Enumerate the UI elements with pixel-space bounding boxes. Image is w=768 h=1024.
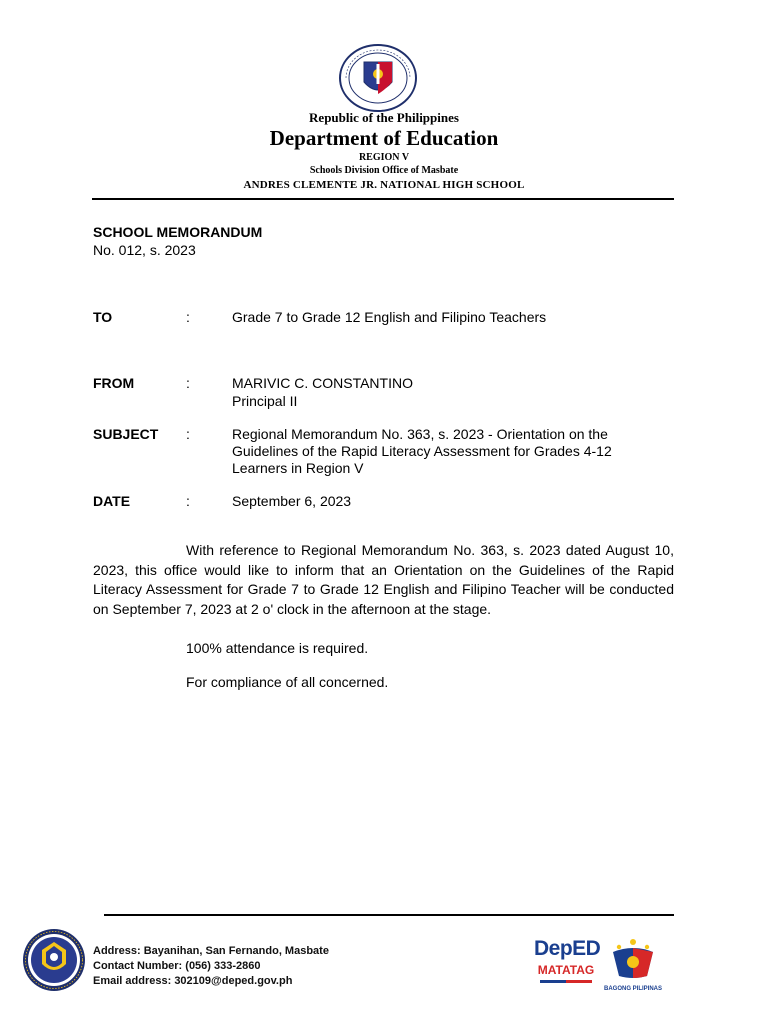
school-name: ANDRES CLEMENTE JR. NATIONAL HIGH SCHOOL	[243, 179, 525, 191]
subject-label: SUBJECT	[93, 426, 159, 442]
from-name: MARIVIC C. CONSTANTINO	[232, 375, 413, 391]
department-title: Department of Education	[269, 126, 499, 150]
deped-matatag-logo-icon	[534, 936, 601, 994]
deped-seal-icon	[338, 44, 418, 112]
date-value: September 6, 2023	[232, 493, 352, 509]
footer-address: Address: Bayanihan, San Fernando, Masbate	[93, 945, 329, 957]
to-label: TO	[93, 309, 113, 325]
subject-colon: :	[186, 426, 190, 442]
matatag-text: MATATAG	[537, 963, 595, 977]
footer-divider	[104, 914, 674, 916]
attendance-text: 100% attendance is required.	[186, 640, 369, 656]
body-paragraph: With reference to Regional Memorandum No. 363, s. 2023 dated August 10, 2023, this office would like to inform that an Orientation on the Guidelines of the Rapid Literacy Assessment for Grade 7 to Grade 12 English and Filipino Teacher will be conducted on September 7, 2023 at 2 o' clock in the afternoon at the stage.	[93, 542, 674, 617]
division-text: Schools Division Office of Masbate	[309, 165, 459, 176]
memo-title: SCHOOL MEMORANDUM	[93, 224, 263, 240]
deped-logo-text: DepED	[534, 937, 601, 960]
compliance-text: For compliance of all concerned.	[186, 674, 389, 690]
from-label: FROM	[93, 375, 135, 391]
header-divider	[92, 198, 674, 200]
from-position: Principal II	[232, 393, 298, 409]
date-label: DATE	[93, 493, 131, 509]
from-colon: :	[186, 375, 190, 391]
memo-number: No. 012, s. 2023	[93, 242, 196, 258]
to-colon: :	[186, 309, 190, 325]
bagong-pilipinas-logo-icon	[603, 936, 663, 994]
footer-email: Email address: 302109@deped.gov.ph	[93, 975, 293, 987]
date-colon: :	[186, 493, 190, 509]
to-value: Grade 7 to Grade 12 English and Filipino Teachers	[232, 309, 547, 325]
republic-text: Republic of the Philippines	[309, 110, 459, 125]
region-text: REGION V	[358, 152, 410, 163]
bagong-pilipinas-text: BAGONG PILIPINAS	[603, 986, 662, 992]
school-seal-icon	[22, 928, 86, 992]
footer-contact: Contact Number: (056) 333-2860	[93, 960, 261, 972]
subject-value: Regional Memorandum No. 363, s. 2023 - Orientation on the Guidelines of the Rapid Literacy Assessment for Grades 4-12 Learners in Region V	[232, 426, 612, 476]
